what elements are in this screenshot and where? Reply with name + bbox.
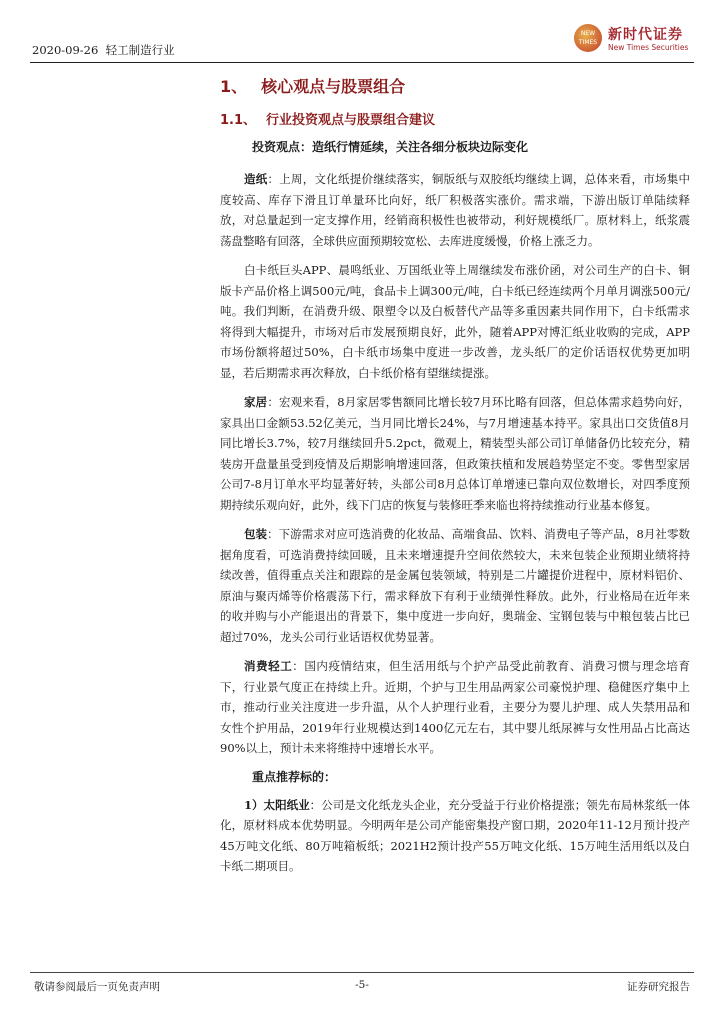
paragraph-lead: 1）太阳纸业 — [244, 797, 310, 812]
paragraph-lead: 造纸 — [244, 172, 268, 186]
header-date-industry — [32, 42, 175, 58]
logo-badge-icon: NEW TIMES — [574, 24, 602, 52]
page-number: -5- — [355, 979, 369, 991]
logo-chinese-name: 新时代证券 — [608, 27, 683, 43]
paragraph-sun-paper — [220, 795, 690, 877]
paragraph-furniture — [220, 392, 690, 515]
paragraph-text: ：上周，文化纸提价继续落实，铜版纸与双胶纸均继续上调，总体来看，市场集中度较高、库存下滑且订单量环比向好，纸厂积极落实涨价。需求端，下游出版订单陆续释放，对总量起到一定支撑作用，经销商积极性也被带动，利好规模纸厂。原材料上，纸浆震荡盘整略有回落，全球供应面预期较宽松、去库进度缓慢，价格上涨乏力。 — [220, 172, 691, 248]
investment-opinion — [252, 138, 690, 155]
section-heading-1-1 — [220, 109, 690, 128]
paragraph-text: ：宏观来看，8月家居零售额同比增长较7月环比略有回落，但总体需求趋势向好，家具出口金额53.52亿美元，当月同比增长24%，与7月增速基本持平。家具出口交货值8月同比增长3.7%，较7月继续回升5.2pct，微观上，精装型头部公司订单储备仍比较充分，精装房开盘量虽受到疫情及后期影响增速回落，但政策扶植和发展趋势坚定不变。零售型家居公司7-8月订单水平均显著好转，头部公司8月总体订单增速已靠向双位数增长，对四季度预期持续乐观向好，此外，线下门店的恢复与装修旺季来临也将持续推动行业基本修复。 — [220, 395, 690, 512]
company-logo — [574, 22, 694, 58]
paragraph-text: ：下游需求对应可选消费的化妆品、高端食品、饮料、消费电子等产品，8月社零数据角度看，可选消费持续回暖，且未来增速提升空间依然较大，未来包装企业预期业绩将持续改善，值得重点关注和跟踪的是金属包装领域，特别是二片罐提价进程中，原材料铝价、原油与聚丙烯等价格震荡下行，需求释放下有利于业绩弹性释放。此外，行业格局在近年来的收并购与小产能退出的背景下，集中度进一步向好，奥瑞金、宝钢包装与中粮包装占比已超过70%，龙头公司行业话语权优势显著。 — [220, 527, 691, 644]
section-heading-1 — [220, 74, 690, 97]
paragraph-lead: 家居 — [244, 395, 268, 409]
disclaimer-note: 敬请参阅最后一页免责声明 — [34, 981, 160, 993]
logo-english-name: New Times Securities — [608, 43, 689, 52]
industry-name: 轻工制造行业 — [105, 43, 175, 57]
paragraph-consumer — [220, 656, 690, 759]
main-content — [220, 74, 690, 886]
section-title: 核心观点与股票组合 — [261, 77, 406, 96]
paragraph-paper — [220, 169, 690, 251]
report-type: 证券研究报告 — [627, 981, 690, 993]
paragraph-lead: 消费轻工 — [244, 659, 293, 673]
page-header — [30, 20, 694, 63]
opinion-label: 投资观点： — [252, 140, 313, 154]
subsection-title: 行业投资观点与股票组合建议 — [266, 113, 436, 128]
section-number: 1、 — [220, 77, 248, 96]
subsection-number: 1.1、 — [220, 113, 257, 128]
paragraph-text: ：国内疫情结束，但生活用纸与个护产品受此前教育、消费习惯与理念培育下，行业景气度正在持续上升。近期，个护与卫生用品两家公司豪悦护理、稳健医疗集中上市，推动行业关注度进一步升温，从个人护理行业看，主要分为婴儿护理、成人失禁用品和女性个护用品，2019年行业规模达到1400亿元左右，其中婴儿纸尿裤与女性用品占比高达90%以上，预计未来将维持中速增长水平。 — [220, 659, 690, 755]
opinion-text: 造纸行情延续，关注各细分板块边际变化 — [312, 140, 529, 154]
paragraph-lead: 包装 — [244, 527, 268, 541]
paragraph-text: 白卡纸巨头APP、晨鸣纸业、万国纸业等上周继续发布涨价函，对公司生产的白卡、铜版卡产品价格上调500元/吨，食品卡上调300元/吨，白卡纸已经连续两个月单月调涨500元/吨。我们判断，在消费升级、限塑令以及白板替代产品等多重因素共同作用下，白卡纸需求将得到大幅提升，市场对后市发展预期良好，此外，随着APP对博汇纸业收购的完成，APP市场份额将超过50%，白卡纸市场集中度进一步改善，龙头纸厂的定价话语权优势更加明显，若后期需求再次释放，白卡纸价格有望继续提涨。 — [220, 263, 690, 380]
recommend-title: 重点推荐标的： — [252, 769, 337, 784]
paragraph-whiteboard — [220, 260, 690, 383]
paragraph-text: ：公司是文化纸龙头企业，充分受益于行业价格提涨；领先布局林浆纸一体化，原材料成本优势明显。今明两年是公司产能密集投产窗口期，2020年11-12月预计投产45万吨文化纸、80万吨箱板纸；2021H2预计投产55万吨文化纸、15万吨生活用纸以及白卡纸二期项目。 — [220, 797, 690, 873]
report-date: 2020-09-26 — [32, 43, 99, 57]
page-footer — [30, 972, 694, 995]
paragraph-packaging — [220, 524, 690, 647]
